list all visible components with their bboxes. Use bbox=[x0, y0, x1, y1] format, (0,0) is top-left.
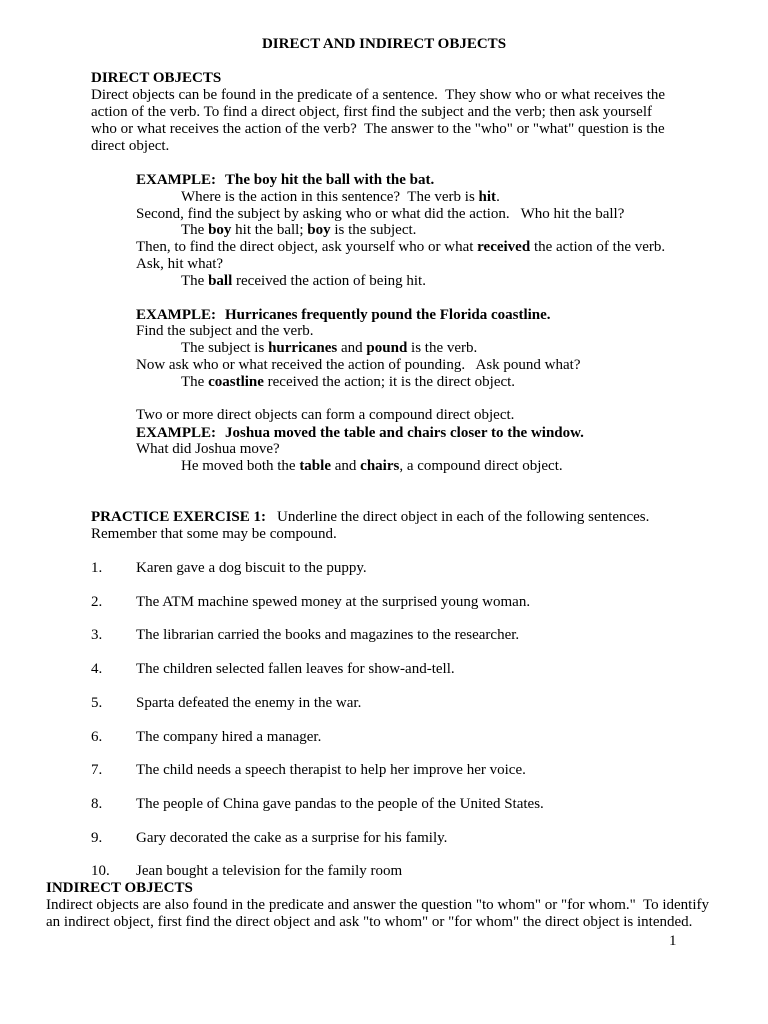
item-sentence: The librarian carried the books and magazines to the researcher. bbox=[136, 627, 520, 643]
text-segment: The bbox=[181, 222, 209, 238]
exercise-item bbox=[91, 796, 544, 813]
item-sentence: The ATM machine spewed money at the surprised young woman. bbox=[136, 594, 531, 610]
example-2-step-4 bbox=[181, 374, 515, 391]
direct-objects-intro-line: action of the verb. To find a direct object, first find the subject and the verb; then ask yourself bbox=[91, 104, 652, 120]
item-number: 4. bbox=[91, 661, 103, 677]
text-segment: and bbox=[330, 458, 361, 474]
direct-objects-heading: DIRECT OBJECTS bbox=[91, 70, 222, 86]
item-sentence: Jean bought a television for the family room bbox=[136, 863, 403, 879]
practice-exercise-instruction-2: Remember that some may be compound. bbox=[91, 526, 337, 542]
bold-term: received bbox=[477, 239, 531, 255]
example-2-step-1: Find the subject and the verb. bbox=[136, 323, 314, 339]
example-1-step-2: Second, find the subject by asking who or what did the action. Who hit the ball? bbox=[136, 206, 625, 222]
item-sentence: Karen gave a dog biscuit to the puppy. bbox=[136, 560, 367, 576]
text-segment: . bbox=[496, 189, 500, 205]
bold-term: coastline bbox=[208, 374, 264, 390]
example-2-heading bbox=[136, 307, 551, 324]
item-sentence: The people of China gave pandas to the people of the United States. bbox=[136, 796, 544, 812]
example-sentence: The boy hit the ball with the bat. bbox=[225, 172, 435, 188]
compound-object-note: Two or more direct objects can form a compound direct object. bbox=[136, 407, 515, 423]
item-number: 8. bbox=[91, 796, 103, 812]
page-title: DIRECT AND INDIRECT OBJECTS bbox=[261, 36, 507, 52]
example-sentence: Hurricanes frequently pound the Florida coastline. bbox=[225, 307, 551, 323]
item-sentence: The company hired a manager. bbox=[136, 729, 322, 745]
example-1-heading bbox=[136, 172, 434, 189]
exercise-item bbox=[91, 661, 455, 678]
exercise-item bbox=[91, 729, 321, 746]
text-segment: and bbox=[337, 340, 367, 356]
exercise-item bbox=[91, 863, 402, 880]
text-segment: Where is the action in this sentence? The verb is bbox=[181, 189, 479, 205]
item-number: 7. bbox=[91, 762, 103, 778]
text-segment: hit the ball; bbox=[231, 222, 308, 238]
indirect-objects-heading: INDIRECT OBJECTS bbox=[46, 880, 193, 896]
item-sentence: Gary decorated the cake as a surprise for his family. bbox=[136, 830, 448, 846]
item-number: 6. bbox=[91, 729, 103, 745]
text-segment: Then, to find the direct object, ask yourself who or what bbox=[136, 239, 478, 255]
text-segment: The bbox=[181, 374, 209, 390]
text-segment: , a compound direct object. bbox=[399, 458, 563, 474]
example-label: EXAMPLE: bbox=[136, 172, 216, 188]
text-segment: He moved both the bbox=[181, 458, 300, 474]
text-segment: The subject is bbox=[181, 340, 269, 356]
indirect-objects-intro-line: Indirect objects are also found in the predicate and answer the question "to whom" or "for whom." To identify bbox=[46, 897, 709, 913]
exercise-item bbox=[91, 560, 367, 577]
example-2-step-3: Now ask who or what received the action of pounding. Ask pound what? bbox=[136, 357, 581, 373]
example-label: EXAMPLE: bbox=[136, 425, 216, 441]
practice-exercise-instruction bbox=[91, 509, 649, 526]
bold-term: hit bbox=[478, 189, 497, 205]
text-segment: the action of the verb. bbox=[530, 239, 666, 255]
bold-term: boy bbox=[307, 222, 331, 238]
example-1-step-3 bbox=[181, 222, 416, 239]
example-2-step-2 bbox=[181, 340, 477, 357]
example-sentence: Joshua moved the table and chairs closer to the window. bbox=[225, 425, 584, 441]
exercise-item bbox=[91, 762, 526, 779]
item-number: 1. bbox=[91, 560, 103, 576]
item-number: 3. bbox=[91, 627, 103, 643]
bold-term: ball bbox=[208, 273, 233, 289]
item-number: 10. bbox=[91, 863, 110, 879]
bold-term: chairs bbox=[360, 458, 400, 474]
text-segment: is the verb. bbox=[407, 340, 478, 356]
text-segment: is the subject. bbox=[330, 222, 417, 238]
exercise-item bbox=[91, 695, 361, 712]
practice-exercise-label: PRACTICE EXERCISE 1: bbox=[91, 509, 267, 525]
example-label: EXAMPLE: bbox=[136, 307, 216, 323]
direct-objects-intro-line: who or what receives the action of the verb? The answer to the "who" or "what" question is the bbox=[91, 121, 665, 137]
instruction-text: Underline the direct object in each of the following sentences. bbox=[277, 509, 650, 525]
item-number: 2. bbox=[91, 594, 103, 610]
example-1-step-4 bbox=[136, 239, 665, 256]
example-1-step-5: Ask, hit what? bbox=[136, 256, 224, 272]
item-sentence: Sparta defeated the enemy in the war. bbox=[136, 695, 362, 711]
item-sentence: The child needs a speech therapist to help her improve her voice. bbox=[136, 762, 526, 778]
direct-objects-intro-line: direct object. bbox=[91, 138, 170, 154]
exercise-item bbox=[91, 627, 519, 644]
example-3-heading bbox=[136, 425, 584, 442]
bold-term: pound bbox=[366, 340, 408, 356]
text-segment: received the action; it is the direct object. bbox=[263, 374, 516, 390]
example-3-step-1: What did Joshua move? bbox=[136, 441, 280, 457]
example-1-step-1 bbox=[181, 189, 500, 206]
text-segment: received the action of being hit. bbox=[232, 273, 426, 289]
item-number: 9. bbox=[91, 830, 103, 846]
example-3-step-2 bbox=[181, 458, 563, 475]
example-1-step-6 bbox=[181, 273, 426, 290]
page-number: 1 bbox=[669, 933, 677, 949]
text-segment: The bbox=[181, 273, 209, 289]
bold-term: table bbox=[299, 458, 331, 474]
bold-term: boy bbox=[208, 222, 232, 238]
item-sentence: The children selected fallen leaves for show-and-tell. bbox=[136, 661, 455, 677]
exercise-item bbox=[91, 594, 530, 611]
item-number: 5. bbox=[91, 695, 103, 711]
indirect-objects-intro-line: an indirect object, first find the direct object and ask "to whom" or "for whom" the direct object is intended. bbox=[46, 914, 693, 930]
exercise-item bbox=[91, 830, 447, 847]
bold-term: hurricanes bbox=[268, 340, 338, 356]
direct-objects-intro-line: Direct objects can be found in the predicate of a sentence. They show who or what receives the bbox=[91, 87, 666, 103]
